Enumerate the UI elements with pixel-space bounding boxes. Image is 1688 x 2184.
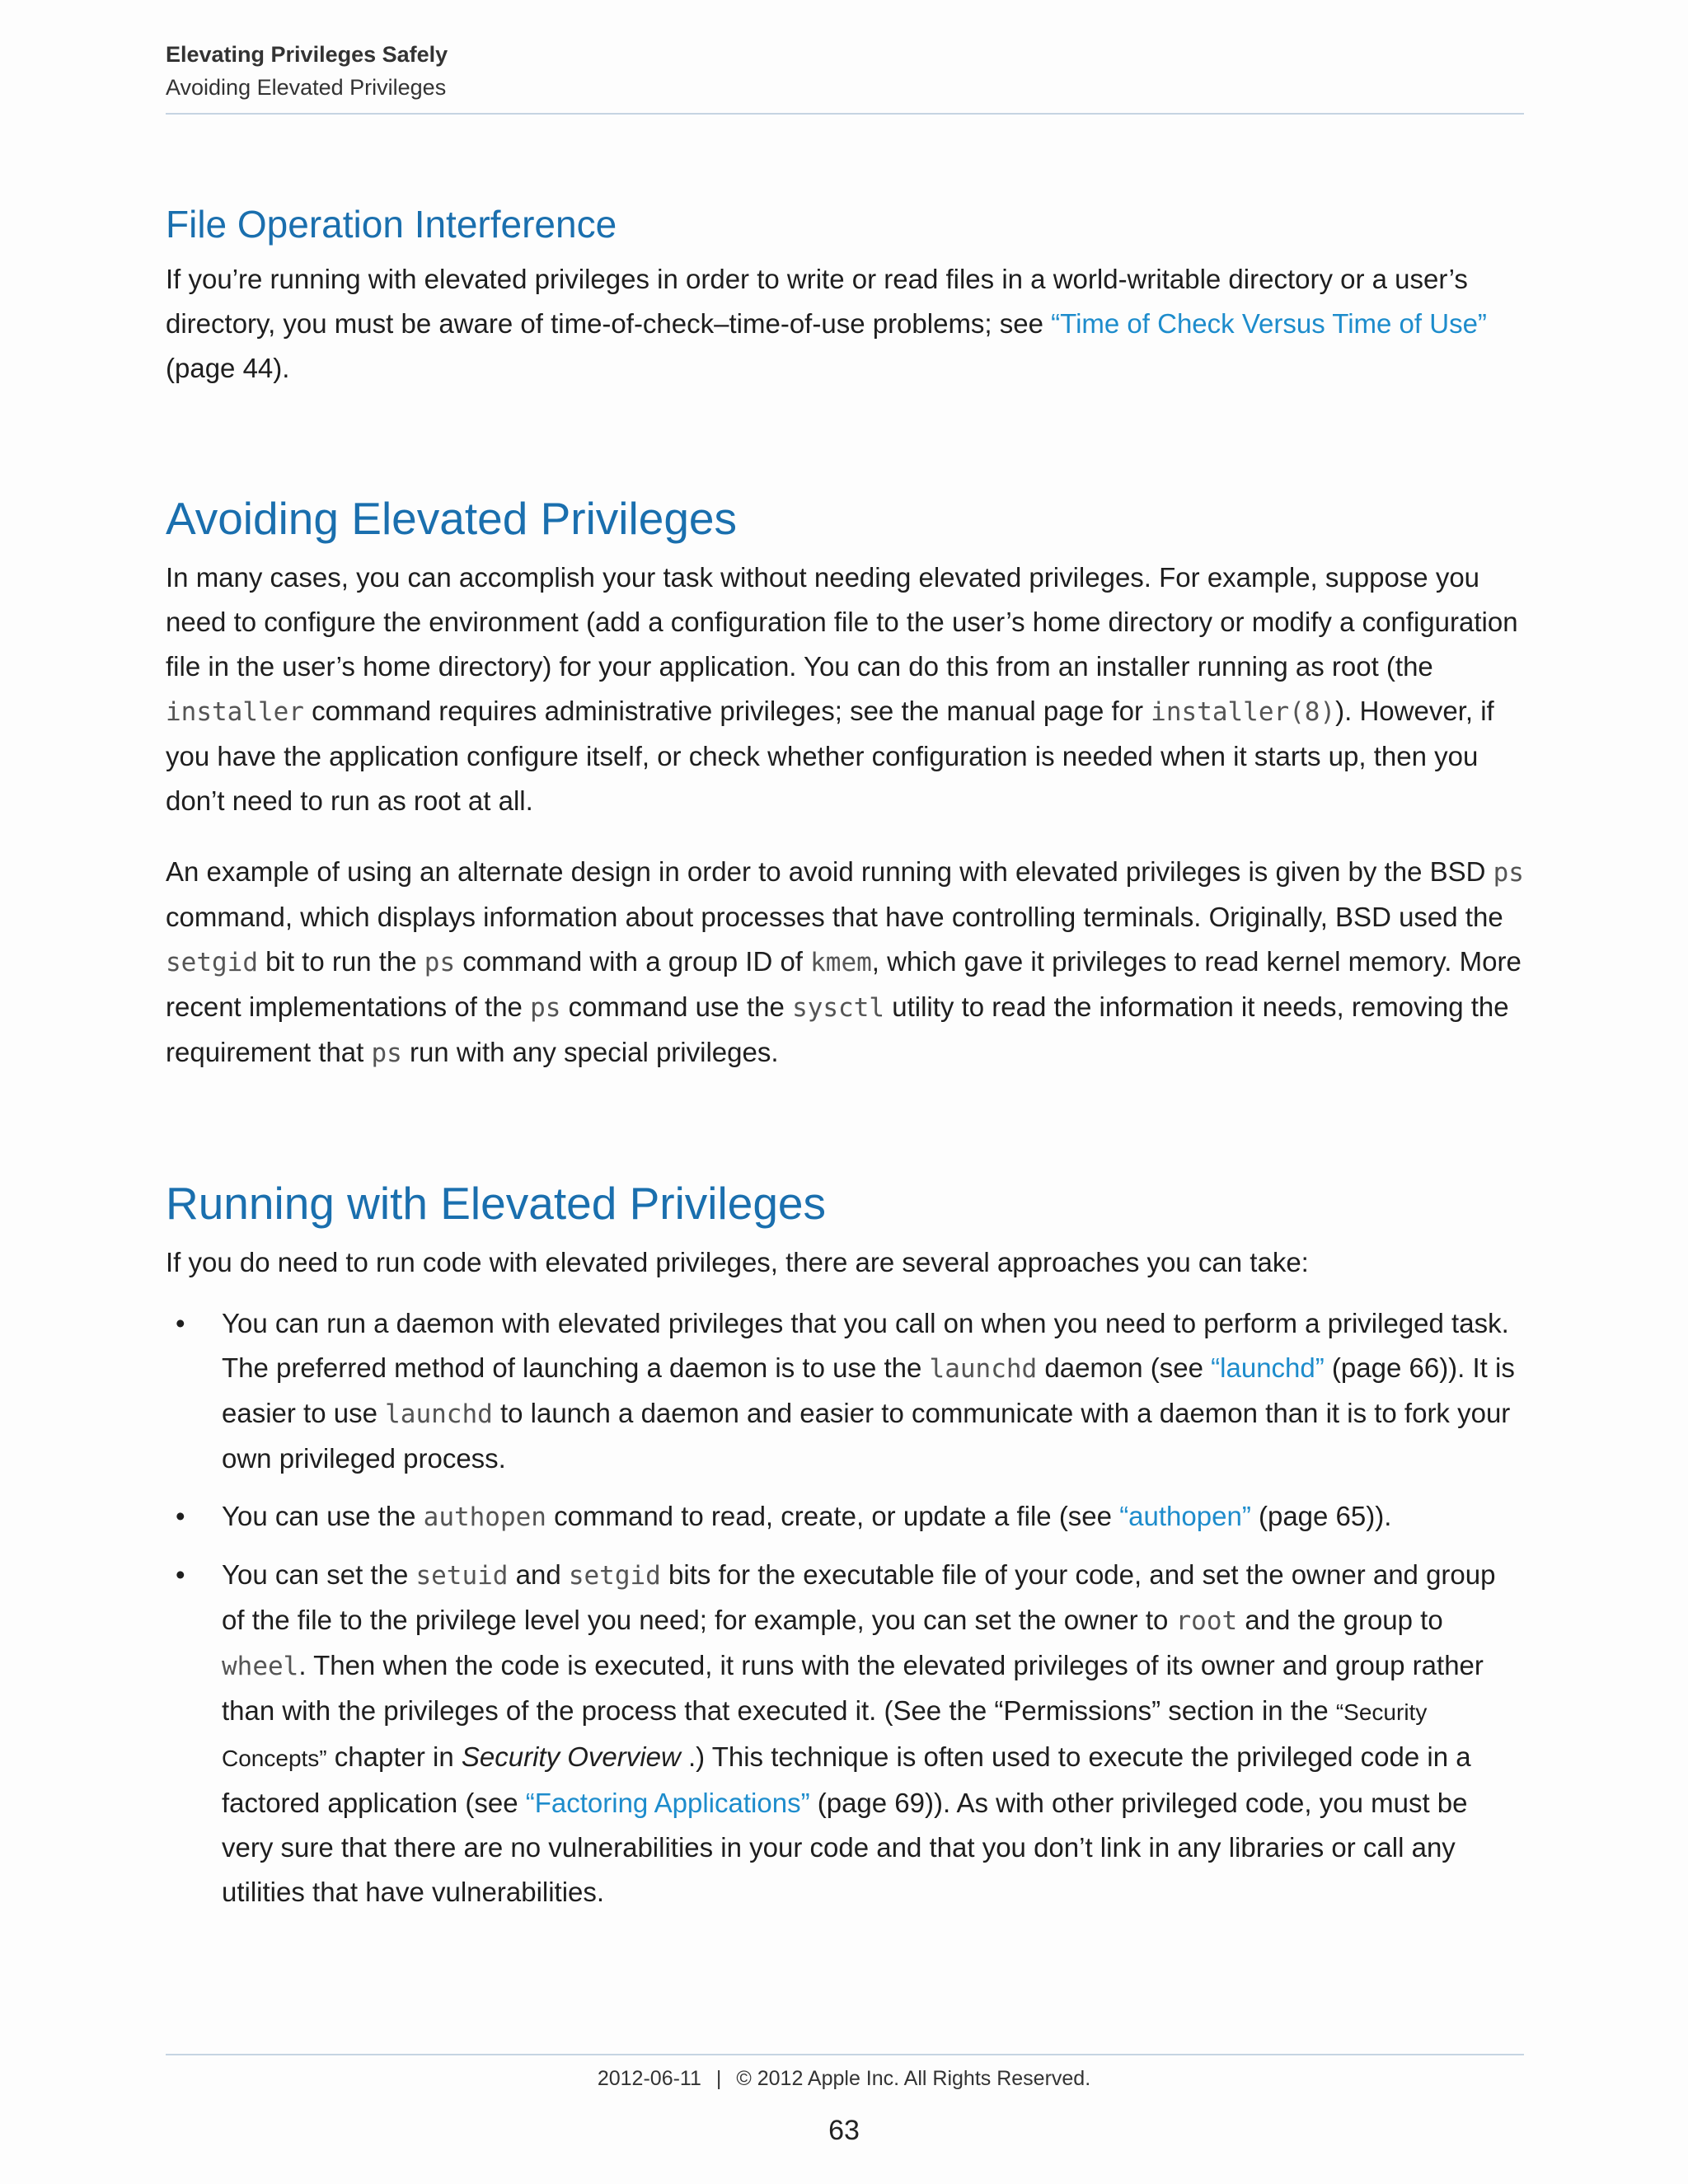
text: (page 66)). It is easier to use (222, 1352, 1515, 1428)
paragraph-avoiding-1 (166, 555, 1524, 823)
bullet-icon: • (176, 1559, 185, 1590)
text: You can set the (222, 1559, 416, 1590)
text: .) This technique is often used to execute the privileged code in a factored application (see (222, 1741, 1471, 1818)
header-rule (166, 113, 1524, 115)
text: daemon (see (1037, 1352, 1212, 1383)
code-ps: ps (1493, 858, 1524, 888)
footer-date: 2012-06-11 (597, 2067, 701, 2090)
heading-avoiding-elevated-privileges: Avoiding Elevated Privileges (166, 493, 738, 544)
footer-separator: | (715, 2067, 722, 2090)
code-installer-8: installer(8) (1151, 697, 1336, 727)
text: bit to run the (257, 946, 424, 977)
list-item (166, 1553, 1524, 1915)
text: You can run a daemon with elevated privileges that you call on when you need to perform a privileged task. The preferred method of launching a daemon is to use the (222, 1308, 1509, 1383)
text: You can use the (222, 1501, 424, 1531)
bullet-icon: • (176, 1501, 185, 1531)
footer-copyright: © 2012 Apple Inc. All Rights Reserved. (736, 2067, 1091, 2090)
page-number: 63 (828, 2115, 860, 2146)
code-setgid: setgid (166, 948, 258, 977)
code-wheel: wheel (222, 1652, 299, 1681)
code-setgid: setgid (568, 1561, 661, 1591)
security-concepts-ref: “Security Concepts” (222, 1699, 1428, 1771)
paragraph-avoiding-2 (166, 850, 1524, 1076)
text: and the group to (1237, 1605, 1443, 1635)
link-time-of-check[interactable]: “Time of Check Versus Time of Use” (1051, 308, 1487, 339)
code-sysctl: sysctl (792, 993, 885, 1023)
text: command to read, create, or update a file (see (546, 1501, 1120, 1531)
text: command requires administrative privileges; see the manual page for (303, 696, 1151, 726)
code-launchd: launchd (929, 1354, 1038, 1384)
bullet-icon: • (176, 1308, 185, 1338)
header-section: Avoiding Elevated Privileges (166, 75, 447, 100)
text: (page 44). (166, 353, 290, 383)
footer-line (0, 2067, 1688, 2091)
text: command use the (560, 991, 793, 1022)
text: If you’re running with elevated privileges in order to write or read files in a world-writable directory or a user’s directory, you must be aware of time-of-check–time-of-use problems; see (166, 264, 1468, 339)
security-overview-title: Security Overview (461, 1741, 681, 1772)
text: . Then when the code is executed, it runs with the elevated privileges of its owner and group rather than with the privileges of the process that executed it. (See the “Permissions” section in the (222, 1650, 1484, 1726)
running-header (166, 38, 1524, 104)
code-ps: ps (530, 993, 561, 1023)
code-installer: installer (166, 697, 304, 727)
approaches-list (166, 1301, 1524, 1915)
text: bits for the executable file of your code, and set the owner and group of the file to the privilege level you need; for example, you can set the owner to (222, 1559, 1496, 1635)
text: to launch a daemon and easier to communicate with a daemon than it is to fork your own privileged process. (222, 1398, 1511, 1474)
text: and (508, 1559, 569, 1590)
paragraph-running-intro: If you do need to run code with elevated privileges, there are several approaches you can take: (166, 1247, 1309, 1277)
text: chapter in (326, 1741, 462, 1772)
text: An example of using an alternate design in order to avoid running with elevated privileges is given by the BSD (166, 856, 1493, 887)
link-factoring-applications[interactable]: “Factoring Applications” (525, 1788, 810, 1818)
text: run with any special privileges. (401, 1037, 779, 1067)
heading-file-operation-interference: File Operation Interference (166, 203, 617, 246)
code-setuid: setuid (415, 1561, 509, 1591)
list-item (166, 1494, 1524, 1540)
page-content (166, 198, 1524, 1928)
text: (page 69)). As with other privileged code, you must be very sure that there are no vulnerabilities in your code and that you don’t link in any libraries or call any utilities that have vulnerabilities. (222, 1788, 1468, 1907)
paragraph-file-operation (166, 257, 1524, 391)
code-root: root (1175, 1606, 1238, 1636)
code-kmem: kmem (810, 948, 872, 977)
text: In many cases, you can accomplish your task without needing elevated privileges. For example, suppose you need to configure the environment (add a configuration file to the user’s home directory or modify a configuration file in the user’s home directory) for your application. You can do this from an installer running as root (the (166, 562, 1518, 682)
footer-rule (166, 2054, 1524, 2055)
code-ps: ps (371, 1038, 402, 1068)
text: , which gave it privileges to read kernel memory. More recent implementations of the (166, 946, 1522, 1022)
link-launchd[interactable]: “launchd” (1211, 1352, 1325, 1383)
code-authopen: authopen (423, 1502, 546, 1532)
header-chapter: Elevating Privileges Safely (166, 42, 448, 67)
link-authopen[interactable]: “authopen” (1119, 1501, 1251, 1531)
heading-running-with-elevated-privileges: Running with Elevated Privileges (166, 1178, 826, 1229)
list-item (166, 1301, 1524, 1481)
text: (page 65)). (1250, 1501, 1392, 1531)
text: utility to read the information it needs, removing the requirement that (166, 991, 1509, 1067)
text: command with a group ID of (455, 946, 811, 977)
code-ps: ps (424, 948, 456, 977)
text: command, which displays information about processes that have controlling terminals. Originally, BSD used the (166, 902, 1503, 932)
code-launchd: launchd (385, 1399, 493, 1429)
text: ). However, if you have the application configure itself, or check whether configuration is needed when it starts up, then you don’t need to run as root at all. (166, 696, 1494, 816)
